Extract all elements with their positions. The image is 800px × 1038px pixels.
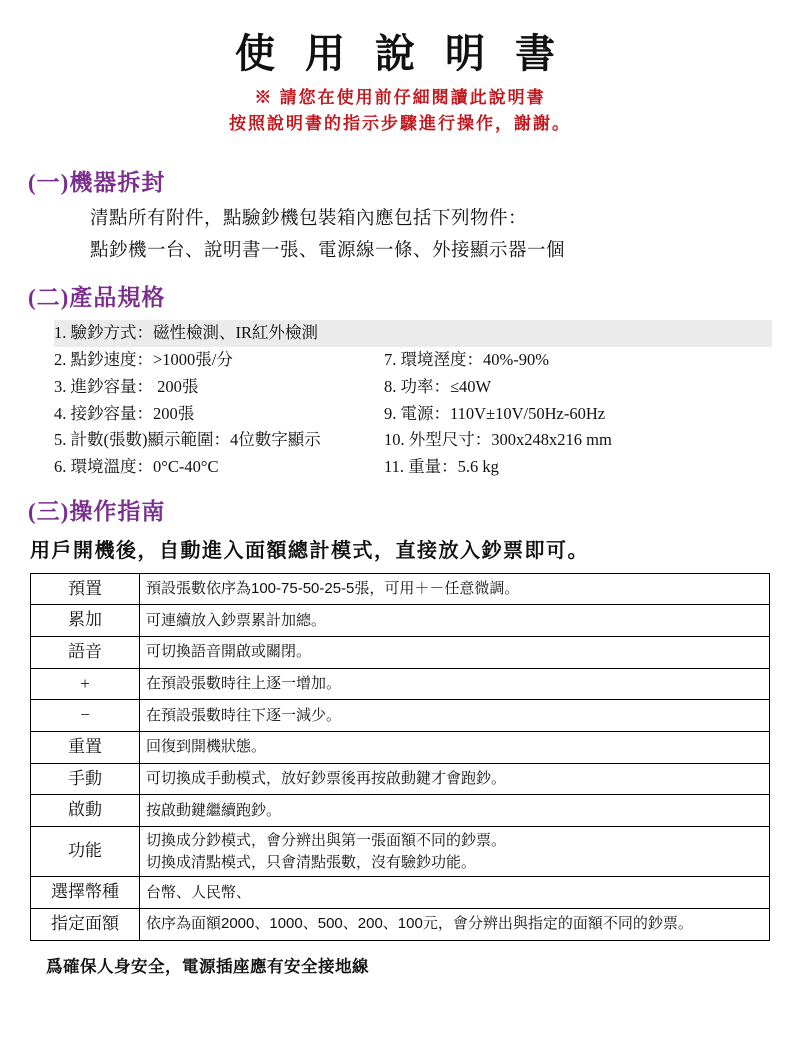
function-key: − [31, 700, 140, 732]
table-row [31, 763, 770, 795]
function-key: 功能 [31, 826, 140, 877]
spec-item-11: 11. 重量：5.6 kg [384, 457, 499, 477]
spec-row [54, 454, 772, 481]
function-key: 指定面額 [31, 909, 140, 941]
notice-line-2: 按照說明書的指示步驟進行操作，謝謝。 [229, 114, 571, 134]
table-row [31, 795, 770, 827]
table-row [31, 909, 770, 941]
section-1-paragraph-2: 點鈔機一台、說明書一張、電源線一條、外接顯示器一個 [90, 241, 566, 262]
function-key: + [31, 668, 140, 700]
function-description: 預設張數依序為100-75-50-25-5張，可用＋－任意微調。 [140, 573, 770, 605]
spec-item-1: 1. 驗鈔方式：磁性檢測、IR紅外檢測 [54, 320, 384, 347]
spec-item-3: 3. 進鈔容量： 200張 [54, 376, 199, 396]
spec-item-1-right [384, 320, 772, 347]
spec-row [54, 374, 772, 401]
spec-item-9: 9. 電源：110V±10V/50Hz-60Hz [384, 403, 606, 423]
function-description: 依序為面額2000、1000、500、200、100元，會分辨出與指定的面額不同的鈔票。 [140, 909, 770, 941]
table-row [31, 573, 770, 605]
table-row [31, 605, 770, 637]
table-row [31, 700, 770, 732]
function-description: 按啟動鍵繼續跑鈔。 [140, 795, 770, 827]
spec-item-6: 6. 環境溫度：0°C-40°C [54, 457, 219, 477]
function-key: 語音 [31, 637, 140, 669]
function-description: 在預設張數時往上逐一增加。 [140, 668, 770, 700]
table-row [31, 826, 770, 877]
spec-item-7: 7. 環境溼度：40%-90% [384, 350, 549, 370]
spec-row [54, 401, 772, 428]
footer-safety-note: 爲確保人身安全，電源插座應有安全接地線 [46, 956, 369, 976]
section-heading-3: (三)操作指南 [28, 498, 166, 524]
function-key: 預置 [31, 573, 140, 605]
spec-row [54, 320, 772, 347]
function-description [140, 826, 770, 877]
section-heading-2: (二)產品規格 [28, 285, 166, 311]
function-table [30, 573, 770, 941]
function-description-line-2: 切換成清點模式，只會清點張數，沒有驗鈔功能。 [146, 853, 477, 871]
spec-item-10: 10. 外型尺寸：300x248x216 mm [384, 430, 612, 450]
function-key: 啟動 [31, 795, 140, 827]
spec-item-2: 2. 點鈔速度：>1000張/分 [54, 350, 233, 370]
spec-row [54, 427, 772, 454]
function-description: 可連續放入鈔票累計加總。 [140, 605, 770, 637]
function-key: 選擇幣種 [31, 877, 140, 909]
page-title: 使 用 說 明 書 [235, 31, 565, 76]
table-row [31, 668, 770, 700]
function-description: 在預設張數時往下逐一減少。 [140, 700, 770, 732]
guide-lead-text: 用戶開機後，自動進入面額總計模式，直接放入鈔票即可。 [30, 539, 589, 562]
notice-block [28, 85, 772, 138]
notice-line-1: ※ 請您在使用前仔細閱讀此說明書 [254, 88, 546, 107]
function-description-line-1: 切換成分鈔模式，會分辨出與第一張面額不同的鈔票。 [146, 831, 507, 849]
spec-item-8: 8. 功率：≤40W [384, 376, 492, 396]
function-description: 可切換語音開啟或關閉。 [140, 637, 770, 669]
spec-list [54, 320, 772, 480]
function-key: 累加 [31, 605, 140, 637]
spec-item-4: 4. 接鈔容量：200張 [54, 403, 195, 423]
spec-row [54, 347, 772, 374]
section-heading-1: (一)機器拆封 [28, 169, 166, 195]
function-key: 手動 [31, 763, 140, 795]
table-row [31, 877, 770, 909]
table-row [31, 731, 770, 763]
function-description: 台幣、人民幣、 [140, 877, 770, 909]
spec-item-5: 5. 計數(張數)顯示範圍：4位數字顯示 [54, 430, 321, 450]
section-1-paragraph-1: 清點所有附件，點驗鈔機包裝箱內應包括下列物件： [90, 208, 528, 229]
function-description: 可切換成手動模式，放好鈔票後再按啟動鍵才會跑鈔。 [140, 763, 770, 795]
table-row [31, 637, 770, 669]
function-key: 重置 [31, 731, 140, 763]
function-description: 回復到開機狀態。 [140, 731, 770, 763]
